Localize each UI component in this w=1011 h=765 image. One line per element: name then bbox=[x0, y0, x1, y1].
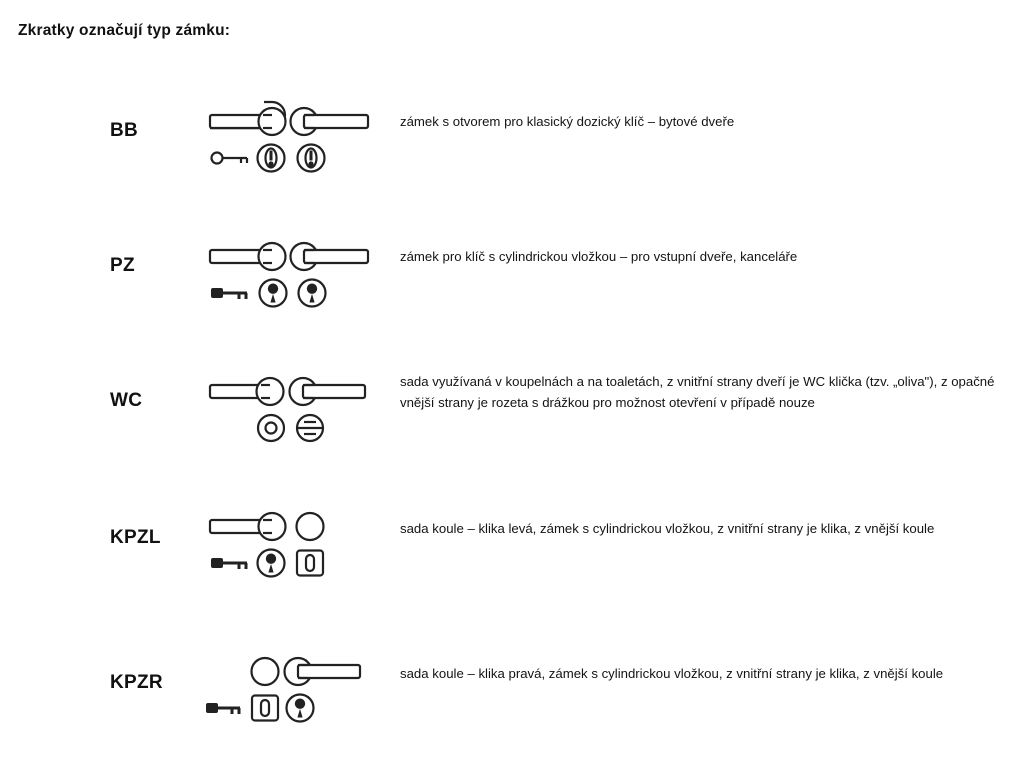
description-text: sada koule – klika levá, zámek s cylindrickou vložkou, z vnitřní strany je klika, z vnější koule bbox=[400, 521, 935, 536]
key-cylinder-icon bbox=[211, 558, 247, 569]
key-simple-icon bbox=[212, 153, 248, 164]
rosette-slot-icon bbox=[297, 551, 323, 576]
abbr-label: KPZL bbox=[110, 527, 161, 548]
handle-left-icon bbox=[210, 102, 286, 135]
handle-right-icon bbox=[290, 378, 366, 405]
abbr-label: BB bbox=[110, 120, 139, 141]
handle-right-icon bbox=[291, 108, 369, 135]
description-text: zámek s otvorem pro klasický dozický klíč – bytové dveře bbox=[400, 114, 735, 129]
handle-left-icon bbox=[210, 378, 284, 405]
lock-set-illustration-wc bbox=[205, 350, 390, 485]
rosette-bb-icon bbox=[258, 145, 285, 172]
list-item bbox=[0, 350, 1011, 485]
list-item bbox=[0, 215, 1011, 350]
abbr-label: PZ bbox=[110, 255, 135, 276]
abbr-label: KPZR bbox=[110, 672, 163, 693]
rosette-pz-icon bbox=[258, 550, 285, 577]
list-item bbox=[0, 80, 1011, 215]
rosette-bb-icon bbox=[298, 145, 325, 172]
page-title: Zkratky označují typ zámku: bbox=[18, 22, 231, 39]
lock-set-illustration-kpzr bbox=[200, 630, 385, 765]
description-text: sada využívaná v koupelnách a na toaletách, z vnitřní strany dveří je WC klička (tzv. „oliva"), z opačné vnější strany je rozeta s drážkou pro možnost otevření v případě nouze bbox=[400, 374, 995, 410]
rosette-pz-icon bbox=[260, 280, 287, 307]
lock-type-list bbox=[0, 80, 1011, 755]
description-text: zámek pro klíč s cylindrickou vložkou – pro vstupní dveře, kanceláře bbox=[400, 249, 798, 264]
knob-icon bbox=[252, 658, 279, 685]
key-cylinder-icon bbox=[206, 703, 240, 714]
handle-right-icon bbox=[291, 243, 369, 270]
rosette-pz-icon bbox=[299, 280, 326, 307]
handle-left-icon bbox=[210, 243, 286, 270]
handle-left-icon bbox=[210, 513, 286, 540]
lock-set-illustration-kpzl bbox=[205, 485, 390, 620]
abbr-label: WC bbox=[110, 390, 143, 411]
rosette-slot-icon bbox=[252, 696, 278, 721]
rosette-pz-icon bbox=[287, 695, 314, 722]
lock-set-illustration-bb bbox=[205, 80, 390, 215]
rosette-wc-olive-icon bbox=[258, 415, 284, 441]
list-item bbox=[0, 620, 1011, 755]
knob-icon bbox=[297, 513, 324, 540]
rosette-wc-slot-icon bbox=[297, 415, 323, 441]
handle-right-icon bbox=[285, 658, 361, 685]
description-text: sada koule – klika pravá, zámek s cylindrickou vložkou, z vnitřní strany je klika, z vnější koule bbox=[400, 666, 944, 681]
key-cylinder-icon bbox=[211, 288, 247, 299]
lock-set-illustration-pz bbox=[205, 215, 390, 350]
list-item bbox=[0, 485, 1011, 620]
